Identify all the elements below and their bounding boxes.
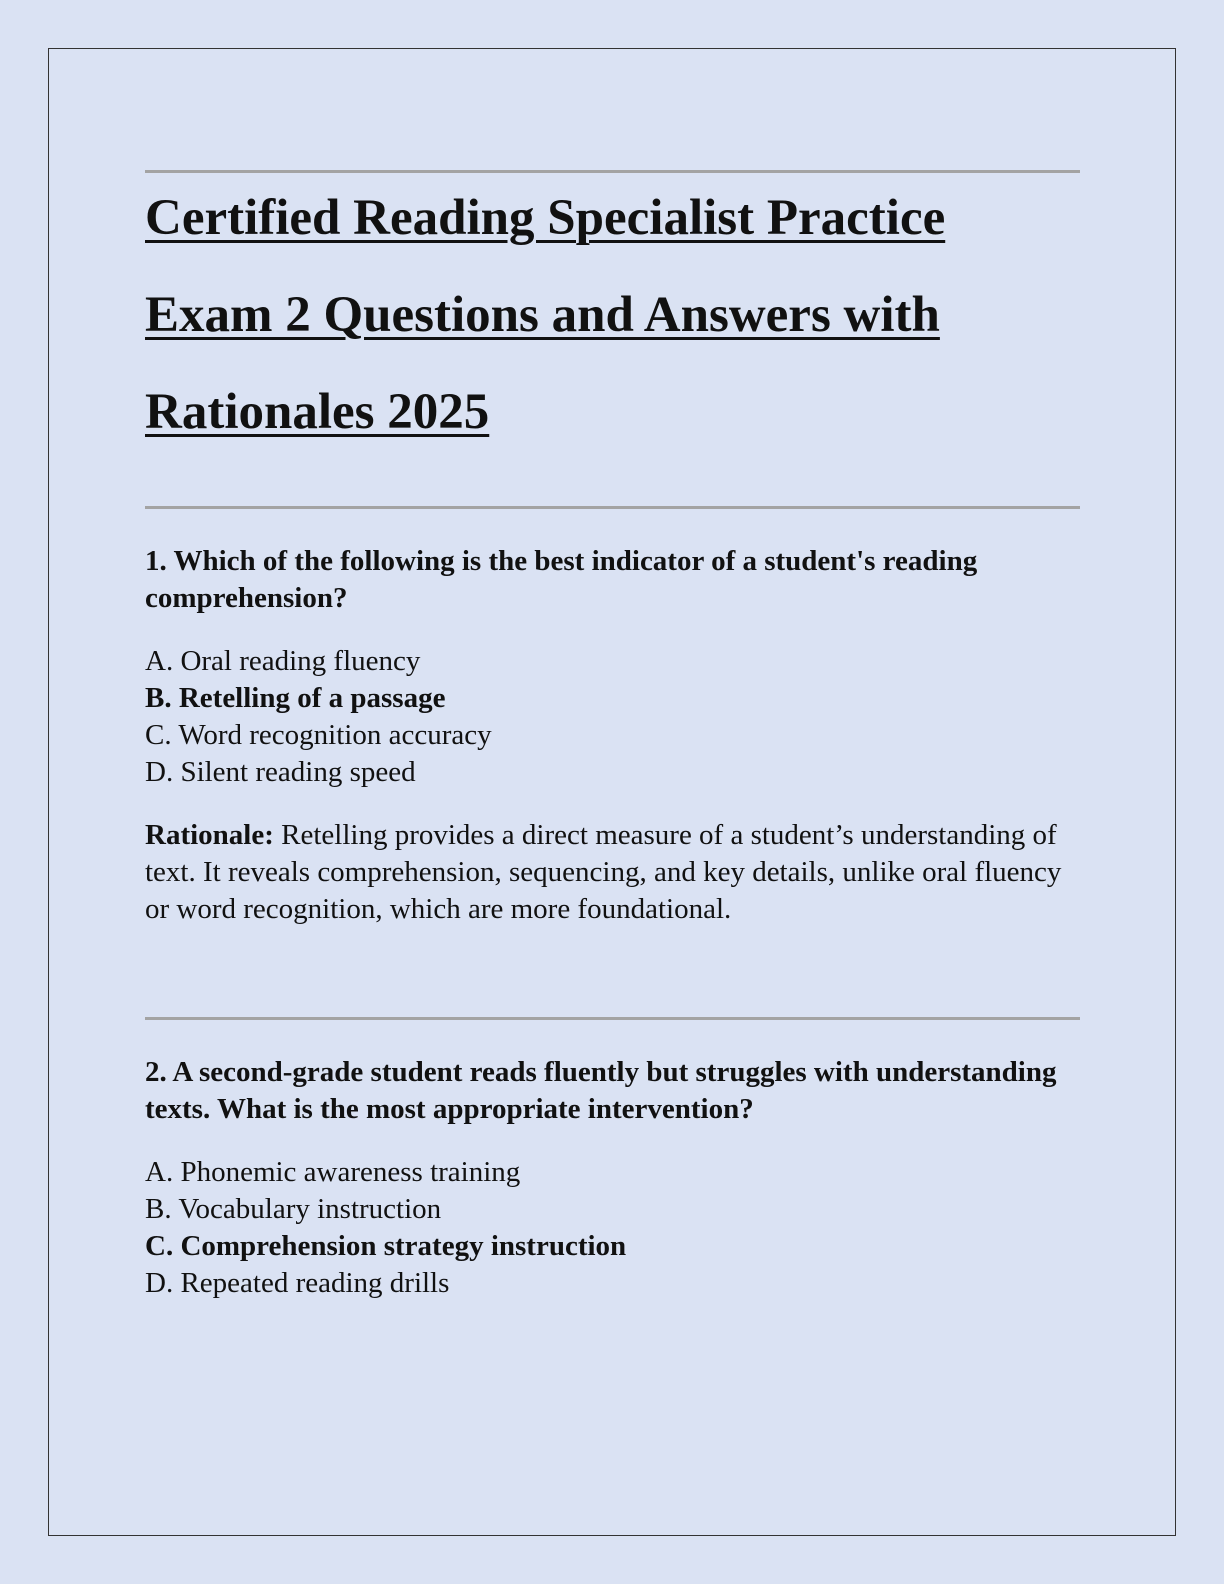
document-title bbox=[145, 170, 1080, 461]
question-stem-2: 2. A second-grade student reads fluently but struggles with understanding texts. What is the most appropriate intervention? bbox=[145, 1056, 1057, 1125]
rationale-label: Rationale: bbox=[145, 819, 274, 851]
option-2a: A. Phonemic awareness training bbox=[145, 1156, 521, 1188]
rationale-1 bbox=[145, 817, 1080, 928]
option-2c-correct: C. Comprehension strategy instruction bbox=[145, 1230, 627, 1262]
option-2b: B. Vocabulary instruction bbox=[145, 1193, 442, 1225]
option-1b-correct: B. Retelling of a passage bbox=[145, 682, 446, 714]
option-1c: C. Word recognition accuracy bbox=[145, 719, 492, 751]
divider-after-q1 bbox=[145, 1017, 1080, 1020]
question-block-2 bbox=[145, 1054, 1080, 1302]
rationale-text: Retelling provides a direct measure of a student’s understanding of text. It reveals comprehension, sequencing, and key details, unlike oral fluency or word recognition, which are more foundational. bbox=[145, 819, 1062, 925]
option-1a: A. Oral reading fluency bbox=[145, 645, 421, 677]
question-stem-1: 1. Which of the following is the best indicator of a student's reading comprehension? bbox=[145, 545, 978, 614]
answer-options-2 bbox=[145, 1154, 1080, 1302]
title-line-2: Exam 2 Questions and Answers with bbox=[145, 287, 940, 343]
answer-options-1 bbox=[145, 643, 1080, 791]
divider-after-title bbox=[145, 506, 1080, 509]
option-1d: D. Silent reading speed bbox=[145, 756, 416, 788]
title-line-3: Rationales 2025 bbox=[145, 384, 490, 440]
question-block-1 bbox=[145, 543, 1080, 928]
option-2d: D. Repeated reading drills bbox=[145, 1267, 450, 1299]
title-line-1: Certified Reading Specialist Practice bbox=[145, 190, 946, 246]
